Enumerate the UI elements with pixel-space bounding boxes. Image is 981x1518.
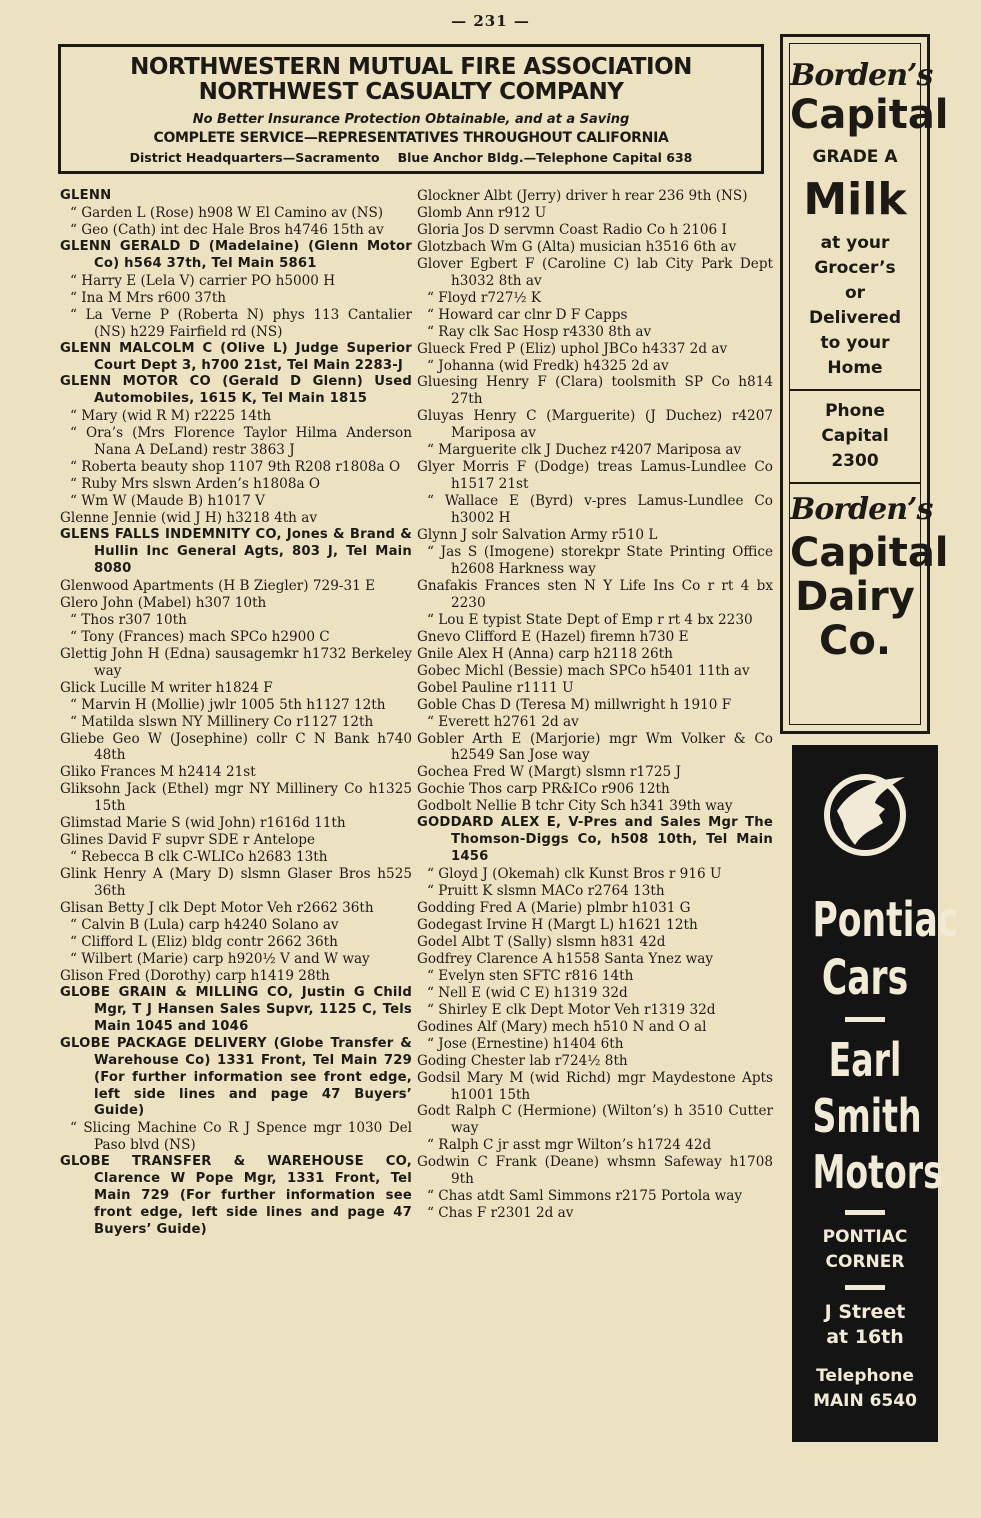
directory-entry: Gliebe Geo W (Josephine) collr C N Bank h740 48th (60, 730, 412, 764)
directory-column-left (60, 188, 412, 1239)
directory-entry: GLENN GERALD D (Madelaine) (Glenn Motor Co) h564 37th, Tel Main 5861 (60, 238, 412, 271)
directory-entry: “ Everett h2761 2d av (427, 713, 579, 730)
directory-entry: “ Wallace E (Byrd) v-pres Lamus-Lundlee Co h3002 H (427, 493, 773, 527)
directory-entry: Godwin C Frank (Deane) whsmn Safeway h1708 9th (417, 1154, 773, 1188)
directory-entry: GODDARD ALEX E, V-Pres and Sales Mgr The Thomson-Diggs Co, h508 10th, Tel Main 1456 (417, 815, 773, 865)
directory-entry: GLOBE TRANSFER & WAREHOUSE CO, Clarence W Pope Mgr, 1331 Front, Tel Main 729 (For further information see front edge, left side lines and page 47 Buyers’ Guide) (60, 1154, 412, 1238)
pontiac-divider-1 (845, 1017, 885, 1022)
directory-entry: Gochie Thos carp PR&ICo r906 12th (417, 781, 670, 798)
directory-entry: Gliko Frances M h2414 21st (60, 764, 256, 781)
dealer-street: J Street (824, 1301, 906, 1323)
directory-entry: Gnafakis Frances sten N Y Life Ins Co r rt 4 bx 2230 (417, 577, 773, 611)
directory-entry: “ Ray clk Sac Hosp r4330 8th av (427, 323, 652, 340)
directory-entry: “ Howard car clnr D F Capps (427, 306, 628, 323)
directory-entry: “ Pruitt K slsmn MACo r2764 13th (427, 883, 665, 900)
directory-entry: Glenne Jennie (wid J H) h3218 4th av (60, 510, 318, 527)
directory-entry: Glynn J solr Salvation Army r510 L (417, 527, 658, 544)
directory-entry: “ Harry E (Lela V) carrier PO h5000 H (70, 272, 336, 289)
directory-entry: Gobel Pauline r1111 U (417, 679, 574, 696)
directory-entry: Glines David F supvr SDE r Antelope (60, 832, 316, 849)
directory-entry: “ Jas S (Imogene) storekpr State Printing Office h2608 Harkness way (427, 544, 773, 577)
directory-entry: Godines Alf (Mary) mech h510 N and O al (417, 1018, 707, 1035)
directory-entry: “ Roberta beauty shop 1107 9th R208 r1808a O (70, 459, 401, 476)
directory-entry: “ Jose (Ernestine) h1404 6th (427, 1035, 624, 1052)
directory-entry: GLENN MOTOR CO (Gerald D Glenn) Used Automobiles, 1615 K, Tel Main 1815 (60, 374, 412, 407)
bordens-line-3: or (844, 283, 866, 303)
directory-entry: “ Floyd r727½ K (427, 289, 542, 306)
page-number: — 231 — (451, 12, 530, 30)
bordens-capital-ad (780, 34, 949, 734)
directory-entry: Gobec Michl (Bessie) mach SPCo h5401 11th av (417, 662, 750, 679)
bordens-divider-2 (790, 482, 920, 484)
directory-entry: “ Johanna (wid Fredk) h4325 2d av (427, 357, 669, 374)
bordens-milk: Milk (803, 174, 907, 225)
banner-line-1: NORTHWESTERN MUTUAL FIRE ASSOCIATION (130, 54, 692, 80)
banner-telephone: Blue Anchor Bldg.—Telephone Capital 638 (397, 150, 693, 165)
directory-entry: “ La Verne P (Roberta N) phys 113 Cantalier (NS) h229 Fairfield rd (NS) (70, 306, 412, 340)
directory-entry: “ Mary (wid R M) r2225 14th (70, 408, 272, 425)
directory-entry: Gluesing Henry F (Clara) toolsmith SP Co h814 27th (417, 374, 773, 408)
bordens-phone-exchange: Capital (821, 426, 889, 446)
directory-entry: Glyer Morris F (Dodge) treas Lamus-Lundlee Co h1517 21st (417, 459, 773, 493)
bordens-dairy: Dairy (795, 574, 915, 620)
directory-entry: “ Thos r307 10th (70, 611, 187, 628)
directory-entry: “ Marvin H (Mollie) jwlr 1005 5th h1127 12th (70, 696, 386, 713)
bordens-line-5: to your (820, 333, 890, 353)
directory-entry: Glison Fred (Dorothy) carp h1419 28th (60, 967, 330, 984)
directory-entry: Glueck Fred P (Eliz) uphol JBCo h4337 2d av (417, 340, 728, 357)
directory-entry: “ Ora’s (Mrs Florence Taylor Hilma Anderson Nana A DeLand) restr 3863 J (70, 425, 412, 459)
pontiac-divider-2 (845, 1210, 885, 1215)
bordens-phone-label: Phone (825, 401, 885, 421)
directory-entry: GLENS FALLS INDEMNITY CO, Jones & Brand & Hullin Inc General Agts, 803 J, Tel Main 8080 (60, 527, 412, 576)
bordens-logo: Borden’s (790, 58, 933, 93)
directory-entry: Goding Chester lab r724½ 8th (417, 1052, 628, 1069)
directory-entry: Godfrey Clarence A h1558 Santa Ynez way (417, 950, 713, 967)
directory-entry: GLOBE GRAIN & MILLING CO, Justin G Child Mgr, T J Hansen Sales Supvr, 1125 C, Tels Main 1045 and 1046 (60, 984, 412, 1034)
directory-entry: Gnile Alex H (Anna) carp h2118 26th (417, 645, 673, 662)
directory-entry: Gochea Fred W (Margt) slsmn r1725 J (417, 764, 681, 781)
bordens-phone-number: 2300 (831, 451, 879, 471)
directory-entry: Godbolt Nellie B tchr City Sch h341 39th way (417, 798, 733, 815)
directory-entry: GLENN (60, 188, 112, 203)
directory-entry: “ Slicing Machine Co R J Spence mgr 1030 Del Paso blvd (NS) (70, 1120, 412, 1154)
directory-entry: “ Ruby Mrs slswn Arden’s h1808a O (70, 476, 321, 493)
bordens-ad-frame (789, 43, 949, 725)
banner-line-2: NORTHWEST CASUALTY COMPANY (198, 79, 624, 105)
directory-entry: Glettig John H (Edna) sausagemkr h1732 Berkeley way (60, 645, 412, 679)
directory-entry: Glink Henry A (Mary D) slsmn Glaser Bros h525 36th (60, 866, 412, 900)
directory-entry: Glover Egbert F (Caroline C) lab City Park Dept h3032 8th av (417, 255, 773, 289)
directory-entry: Godegast Irvine H (Margt L) h1621 12th (417, 916, 698, 933)
bordens-divider-1 (790, 389, 920, 391)
banner-service: COMPLETE SERVICE—REPRESENTATIVES THROUGHOUT CALIFORNIA (153, 130, 669, 146)
banner-address-row (61, 150, 761, 165)
directory-entry: “ Tony (Frances) mach SPCo h2900 C (70, 628, 330, 645)
pontiac-word: Pontiac (812, 892, 959, 948)
bordens-logo-2: Borden’s (790, 492, 933, 527)
directory-entry: “ Rebecca B clk C-WLICo h2683 13th (70, 849, 328, 866)
directory-entry: “ Marguerite clk J Duchez r4207 Mariposa av (427, 442, 742, 459)
directory-entry: Goble Chas D (Teresa M) millwright h 1910 F (417, 696, 732, 713)
banner-tagline: No Better Insurance Protection Obtainable, and at a Saving (192, 112, 630, 127)
banner-headquarters: District Headquarters—Sacramento (129, 150, 380, 165)
directory-entry: “ Chas atdt Saml Simmons r2175 Portola way (427, 1188, 743, 1205)
bordens-capital-2: Capital (790, 530, 949, 576)
directory-entry: “ Ralph C jr asst mgr Wilton’s h1724 42d (427, 1137, 712, 1154)
directory-entry: Gnevo Clifford E (Hazel) firemn h730 E (417, 628, 689, 645)
directory-entry: Glisan Betty J clk Dept Motor Veh r2662 36th (60, 900, 374, 917)
bordens-co: Co. (818, 618, 892, 664)
bordens-line-6: Home (827, 358, 883, 378)
directory-entry: “ Evelyn sten SFTC r816 14th (427, 967, 634, 984)
directory-entry: Glockner Albt (Jerry) driver h rear 236 9th (NS) (417, 188, 748, 204)
cars-word: Cars (821, 950, 909, 1006)
dealer-telephone-label: Telephone (816, 1366, 914, 1386)
directory-entry: “ Geo (Cath) int dec Hale Bros h4746 15th av (70, 221, 384, 238)
directory-entry: Godsil Mary M (wid Richd) mgr Maydestone Apts h1001 15th (417, 1069, 773, 1103)
pontiac-corner-2: CORNER (825, 1252, 905, 1272)
directory-entry: “ Nell E (wid C E) h1319 32d (427, 984, 628, 1001)
directory-entry: Glenwood Apartments (H B Ziegler) 729-31 E (60, 577, 375, 594)
directory-entry: Gloria Jos D servmn Coast Radio Co h 2106 I (417, 221, 727, 238)
dealer-telephone-number: MAIN 6540 (813, 1391, 917, 1411)
pontiac-divider-3 (845, 1285, 885, 1290)
directory-entry: Godding Fred A (Marie) plmbr h1031 G (417, 900, 691, 917)
dealer-earl: Earl (828, 1033, 902, 1087)
bordens-grade: GRADE A (812, 147, 898, 167)
directory-entry: “ Lou E typist State Dept of Emp r rt 4 bx 2230 (427, 611, 753, 628)
directory-entry: GLOBE PACKAGE DELIVERY (Globe Transfer & Warehouse Co) 1331 Front, Tel Main 729 (For further information see front edge, left side lines and page 47 Buyers’ Guide) (60, 1035, 412, 1119)
directory-entry: “ Calvin B (Lula) carp h4240 Solano av (70, 916, 339, 933)
bordens-line-1: at your (820, 233, 890, 253)
directory-entry: Godt Ralph C (Hermione) (Wilton’s) h 3510 Cutter way (417, 1103, 773, 1137)
dealer-motors: Motors (812, 1145, 943, 1199)
directory-entry: Glero John (Mabel) h307 10th (60, 594, 267, 611)
directory-entry: “ Matilda slswn NY Millinery Co r1127 12th (70, 713, 374, 730)
directory-entry: Glick Lucille M writer h1824 F (60, 679, 273, 696)
directory-entry: “ Wilbert (Marie) carp h920½ V and W way (70, 950, 370, 967)
directory-entry: “ Gloyd J (Okemah) clk Kunst Bros r 916 U (427, 866, 722, 883)
directory-entry: GLENN MALCOLM C (Olive L) Judge Superior Court Dept 3, h700 21st, Tel Main 2283-J (60, 340, 412, 373)
directory-entry: Godel Albt T (Sally) slsmn h831 42d (417, 933, 666, 950)
directory-entry: Glimstad Marie S (wid John) r1616d 11th (60, 815, 346, 832)
directory-entry: “ Wm W (Maude B) h1017 V (70, 493, 265, 510)
directory-entry: “ Clifford L (Eliz) bldg contr 2662 36th (70, 933, 338, 950)
directory-column-right (417, 188, 773, 1222)
bordens-line-2: Grocer’s (814, 258, 896, 278)
bordens-line-4: Delivered (809, 308, 901, 328)
directory-entry: Gobler Arth E (Marjorie) mgr Wm Volker & Co h2549 San Jose way (417, 730, 773, 764)
directory-entry: “ Chas F r2301 2d av (427, 1205, 574, 1222)
directory-entry: “ Ina M Mrs r600 37th (70, 289, 227, 306)
insurance-banner (58, 44, 764, 174)
directory-entry: “ Garden L (Rose) h908 W El Camino av (NS) (70, 204, 384, 221)
bordens-capital: Capital (790, 92, 949, 138)
directory-entry: Gluyas Henry C (Marguerite) (J Duchez) r4207 Mariposa av (417, 408, 773, 442)
directory-entry: “ Shirley E clk Dept Motor Veh r1319 32d (427, 1001, 716, 1018)
pontiac-ad (792, 745, 959, 1442)
directory-entry: Glotzbach Wm G (Alta) musician h3516 6th av (417, 238, 737, 255)
pontiac-indian-head-logo (815, 763, 915, 863)
directory-entry: Gliksohn Jack (Ethel) mgr NY Millinery Co h1325 15th (60, 781, 412, 815)
dealer-smith: Smith (812, 1089, 922, 1143)
directory-entry: Glomb Ann r912 U (417, 204, 547, 221)
dealer-cross-street: at 16th (826, 1326, 904, 1348)
pontiac-corner-1: PONTIAC (822, 1227, 908, 1247)
